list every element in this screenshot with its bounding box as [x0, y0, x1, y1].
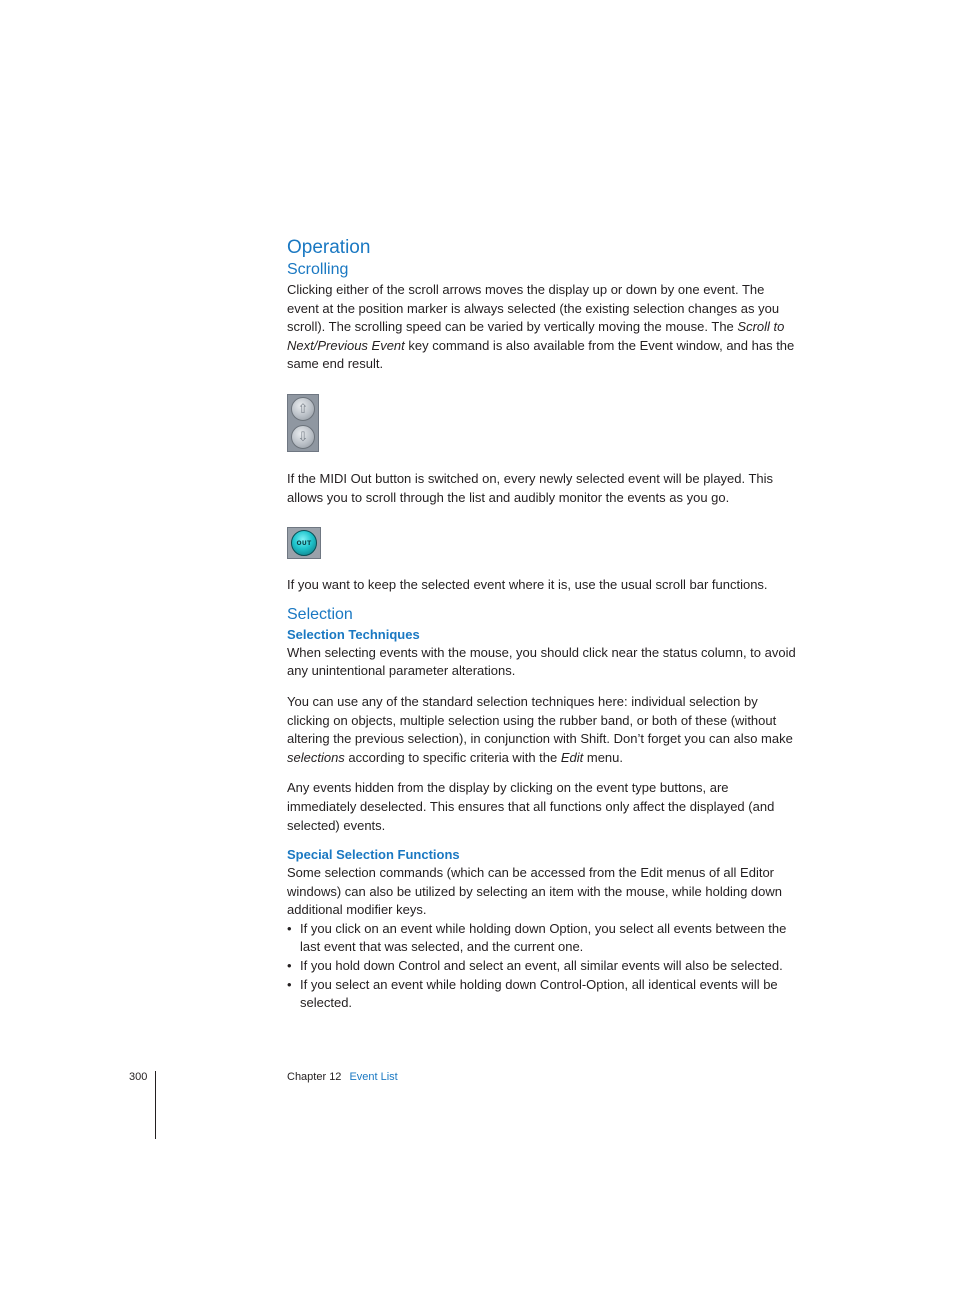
heading-special-selection-functions: Special Selection Functions	[287, 847, 460, 863]
heading-operation: Operation	[287, 237, 371, 258]
chapter-title: Event List	[349, 1071, 398, 1083]
footer-chapter	[287, 1070, 398, 1084]
scroll-arrows-widget	[287, 394, 319, 452]
scrolling-paragraph-3: If you want to keep the selected event where it is, use the usual scroll bar functions.	[287, 577, 768, 593]
chapter-label: Chapter 12	[287, 1071, 342, 1083]
page-content	[287, 236, 799, 1013]
scrolling-paragraph-2: If the MIDI Out button is switched on, every newly selected event will be played. This allows you to scroll through the list and audibly monitor the events as you go.	[287, 470, 774, 505]
list-item: • If you hold down Control and select an event, all similar events will also be selected.	[287, 958, 783, 974]
list-item: • If you select an event while holding down Control-Option, all identical events will be selected.	[287, 976, 778, 1011]
selection-paragraph-2: You can use any of the standard selection techniques here: individual selection by clicking on objects, multiple selection using the rubber band, or both of these (without altering the previous selection), in conjunction with Shift. Don’t forget you can also make selections according to specific criteria with the Edit menu.	[287, 693, 793, 765]
selection-paragraph-1: When selecting events with the mouse, you should click near the status column, to avoid any unintentional parameter alterations.	[287, 644, 796, 679]
heading-scrolling: Scrolling	[287, 261, 349, 278]
scroll-arrows-figure	[287, 394, 799, 452]
scroll-down-arrow-icon[interactable]: ⇩	[291, 425, 315, 449]
special-selection-intro: Some selection commands (which can be accessed from the Edit menus of all Editor windows) can also be utilized by selecting an item with the mouse, while holding down additional modifier keys.	[287, 865, 782, 918]
special-selection-list	[287, 920, 799, 1013]
midi-out-widget	[287, 527, 321, 559]
heading-selection-techniques: Selection Techniques	[287, 626, 420, 642]
heading-selection: Selection	[287, 605, 353, 623]
midi-out-button[interactable]: OUT	[291, 530, 317, 556]
scroll-up-arrow-icon[interactable]: ⇧	[291, 397, 315, 421]
scrolling-paragraph-1: Clicking either of the scroll arrows moves the display up or down by one event. The event at the position marker is always selected (the existing selection changes as you scroll). The scrolling speed can be varied by vertically moving the mouse. The Scroll to Next/Previous Event key command is also available from the Event window, and has the same end result.	[287, 282, 795, 372]
midi-out-figure	[287, 527, 799, 559]
key-command-name: Scroll to Next/Previous Event	[287, 319, 785, 353]
footer-divider	[155, 1071, 156, 1139]
page-number: 300	[129, 1071, 148, 1083]
list-item: • If you click on an event while holding down Option, you select all events between the last event that was selected, and the current one.	[287, 920, 787, 955]
selection-paragraph-3: Any events hidden from the display by clicking on the event type buttons, are immediately deselected. This ensures that all functions only affect the displayed (and selected) events.	[287, 780, 775, 833]
